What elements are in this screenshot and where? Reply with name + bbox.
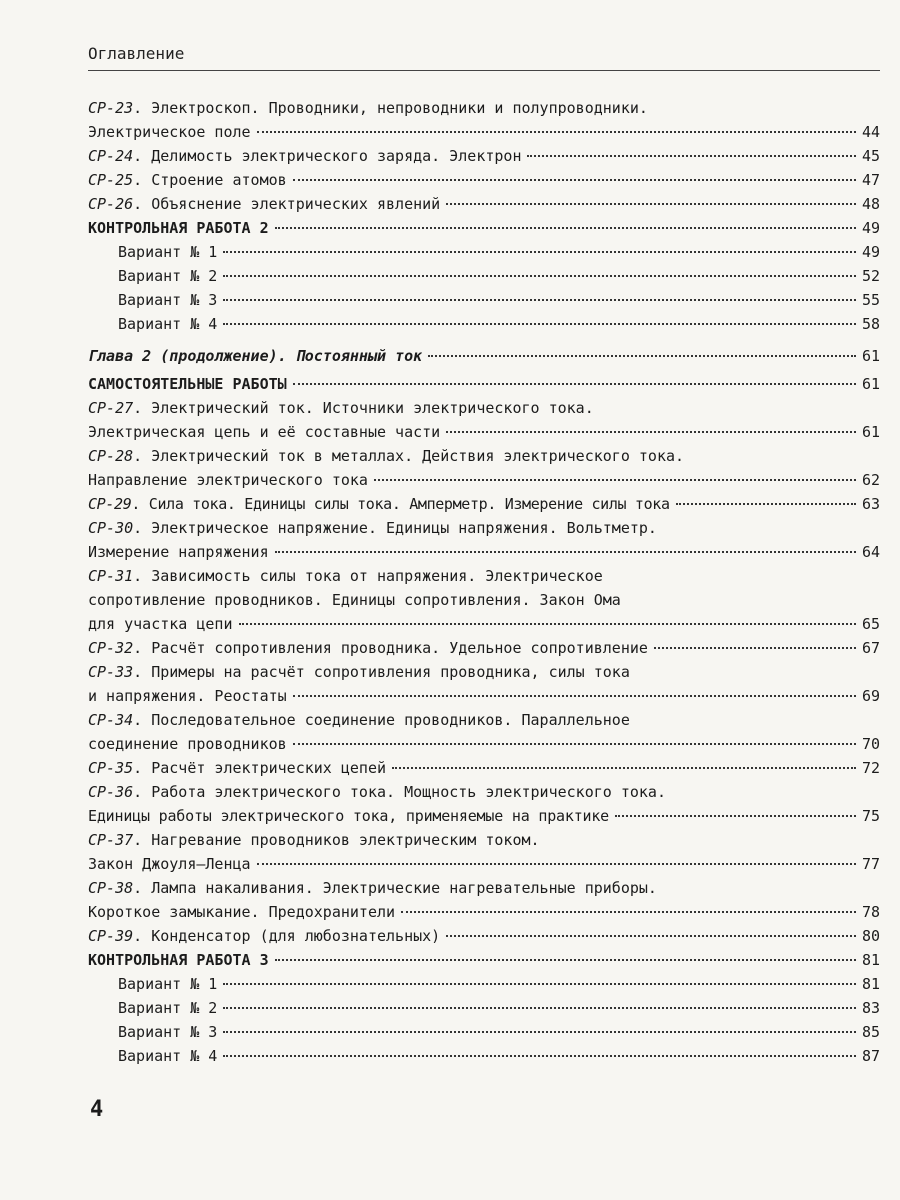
dot-leader bbox=[223, 251, 856, 253]
toc-page-number: 45 bbox=[861, 147, 880, 165]
toc-entry-sr38-cont[interactable] bbox=[88, 900, 880, 924]
dot-leader bbox=[223, 1007, 856, 1009]
toc-page-number: 70 bbox=[861, 735, 880, 753]
toc-entry-title: Объяснение электрических явлений bbox=[151, 195, 441, 213]
toc-entry-sr33-cont[interactable] bbox=[88, 684, 880, 708]
toc-entry-title: Короткое замыкание. Предохранители bbox=[88, 903, 396, 921]
page-header: Оглавление bbox=[88, 44, 185, 63]
toc-entry-title: Конденсатор (для любознательных) bbox=[151, 927, 441, 945]
toc-entry-sr30[interactable]: СР-30. Электрическое напряжение. Единицы напряжения. Вольтметр. bbox=[88, 519, 657, 537]
dot-leader bbox=[223, 323, 856, 325]
toc-entry-sr26[interactable]: СР-26. Объяснение электрических явлений 48 bbox=[88, 192, 880, 216]
toc-entry-sr34-cont[interactable] bbox=[88, 732, 880, 756]
toc-page-number: 63 bbox=[861, 495, 880, 513]
toc-page-number: 65 bbox=[861, 615, 880, 633]
toc-entry-code: СР-27 bbox=[88, 399, 134, 417]
toc-entry-title: Строение атомов bbox=[151, 171, 287, 189]
toc-entry-kr3-v2[interactable] bbox=[118, 996, 880, 1020]
dot-leader bbox=[223, 1031, 856, 1033]
toc-entry-sr31-cont[interactable] bbox=[88, 588, 880, 612]
toc-entry-code: СР-32 bbox=[88, 639, 134, 657]
toc-entry-title: Лампа накаливания. Электрические нагревательные приборы. bbox=[151, 879, 657, 897]
toc-entry-code: СР-37 bbox=[88, 831, 134, 849]
toc-entry-title: Измерение напряжения bbox=[88, 543, 269, 561]
toc-entry-title: Электрический ток. Источники электрического тока. bbox=[151, 399, 594, 417]
dot-leader bbox=[275, 551, 856, 553]
toc-page-number: 83 bbox=[861, 999, 880, 1017]
toc-entry-sr31-cont2[interactable] bbox=[88, 612, 880, 636]
toc-page-number: 61 bbox=[861, 347, 880, 365]
toc-entry-title: Расчёт сопротивления проводника. Удельное сопротивление bbox=[151, 639, 648, 657]
dot-leader bbox=[654, 647, 856, 649]
toc-entry-sr38[interactable]: СР-38. Лампа накаливания. Электрические нагревательные приборы. bbox=[88, 879, 657, 897]
toc-entry-sr36-cont[interactable] bbox=[88, 804, 880, 828]
toc-page-number: 61 bbox=[861, 423, 880, 441]
toc-entry-code: СР-24 bbox=[88, 147, 134, 165]
toc-entry-sr34[interactable]: СР-34. Последовательное соединение проводников. Параллельное bbox=[88, 711, 630, 729]
toc-page-number: 48 bbox=[861, 195, 880, 213]
toc-page-number: 81 bbox=[861, 975, 880, 993]
toc-entry-sr37[interactable]: СР-37. Нагревание проводников электрическим током. bbox=[88, 831, 540, 849]
dot-leader bbox=[401, 911, 856, 913]
toc-variant-title: Вариант № 1 bbox=[118, 243, 218, 261]
toc-entry-kr2-v4[interactable] bbox=[118, 312, 880, 336]
toc-variant-title: Вариант № 4 bbox=[118, 315, 218, 333]
dot-leader bbox=[676, 503, 856, 505]
toc-page-number: 47 bbox=[861, 171, 880, 189]
toc-entry-sr29[interactable]: СР-29. Сила тока. Единицы силы тока. Амперметр. Измерение силы тока 63 bbox=[88, 492, 880, 516]
toc-entry-kr3-v3[interactable] bbox=[118, 1020, 880, 1044]
toc-variant-title: Вариант № 4 bbox=[118, 1047, 218, 1065]
toc-entry-kr3-v1[interactable] bbox=[118, 972, 880, 996]
toc-entry-sr31[interactable]: СР-31. Зависимость силы тока от напряжения. Электрическое bbox=[88, 567, 603, 585]
dot-leader bbox=[275, 959, 856, 961]
page-number: 4 bbox=[90, 1097, 104, 1122]
toc-entry-code: СР-28 bbox=[88, 447, 134, 465]
toc-section-title: САМОСТОЯТЕЛЬНЫЕ РАБОТЫ bbox=[88, 375, 287, 393]
toc-page-number: 69 bbox=[861, 687, 880, 705]
toc-page-number: 72 bbox=[861, 759, 880, 777]
toc-entry-title: Зависимость силы тока от напряжения. Электрическое bbox=[151, 567, 603, 585]
toc-entry-code: СР-31 bbox=[88, 567, 134, 585]
header-divider bbox=[88, 70, 880, 71]
dot-leader bbox=[527, 155, 855, 157]
toc-entry-code: СР-36 bbox=[88, 783, 134, 801]
dot-leader bbox=[293, 743, 856, 745]
toc-entry-sr-section[interactable] bbox=[88, 372, 880, 396]
toc-page-number: 49 bbox=[861, 219, 880, 237]
toc-entry-sr27-cont[interactable] bbox=[88, 420, 880, 444]
toc-entry-title: Нагревание проводников электрическим током. bbox=[151, 831, 540, 849]
toc-entry-title: Электрический ток в металлах. Действия электрического тока. bbox=[151, 447, 685, 465]
toc-section-title: КОНТРОЛЬНАЯ РАБОТА 3 bbox=[88, 951, 269, 969]
toc-entry-sr39[interactable]: СР-39. Конденсатор (для любознательных) 80 bbox=[88, 924, 880, 948]
toc-entry-sr28-cont[interactable] bbox=[88, 468, 880, 492]
toc-entry-code: СР-39 bbox=[88, 927, 134, 945]
toc-page-number: 64 bbox=[861, 543, 880, 561]
toc-page-number: 67 bbox=[861, 639, 880, 657]
toc-entry-code: СР-23 bbox=[88, 99, 134, 117]
toc-entry-title: Делимость электрического заряда. Электрон bbox=[151, 147, 522, 165]
toc-variant-title: Вариант № 2 bbox=[118, 267, 218, 285]
toc-variant-title: Вариант № 3 bbox=[118, 1023, 218, 1041]
toc-entry-sr28[interactable]: СР-28. Электрический ток в металлах. Действия электрического тока. bbox=[88, 447, 685, 465]
dot-leader bbox=[428, 355, 856, 357]
toc-entry-kr2-v3[interactable] bbox=[118, 288, 880, 312]
dot-leader bbox=[293, 383, 856, 385]
toc-page-number: 49 bbox=[861, 243, 880, 261]
toc-page-number: 77 bbox=[861, 855, 880, 873]
toc-entry-title: Последовательное соединение проводников. Параллельное bbox=[151, 711, 630, 729]
toc-entry-kr2-v2[interactable] bbox=[118, 264, 880, 288]
toc-variant-title: Вариант № 3 bbox=[118, 291, 218, 309]
toc-entry-sr30-cont[interactable] bbox=[88, 540, 880, 564]
toc-entry-code: СР-30 bbox=[88, 519, 134, 537]
toc-entry-title: Закон Джоуля–Ленца bbox=[88, 855, 251, 873]
toc-chapter-title: Глава 2 (продолжение). Постоянный ток bbox=[88, 347, 423, 365]
dot-leader bbox=[223, 1055, 856, 1057]
toc-page-number: 87 bbox=[861, 1047, 880, 1065]
toc-entry-title: Электрическое поле bbox=[88, 123, 251, 141]
toc-entry-code: СР-38 bbox=[88, 879, 134, 897]
toc-entry-code: СР-29 bbox=[88, 495, 132, 513]
toc-entry-code: СР-25 bbox=[88, 171, 134, 189]
dot-leader bbox=[275, 227, 856, 229]
toc-entry-kr3[interactable] bbox=[88, 948, 880, 972]
toc-entry-title: Электроскоп. Проводники, непроводники и полупроводники. bbox=[151, 99, 648, 117]
toc-entry-sr23-cont[interactable] bbox=[88, 120, 880, 144]
toc-entry-sr27[interactable]: СР-27. Электрический ток. Источники электрического тока. bbox=[88, 399, 594, 417]
dot-leader bbox=[293, 179, 856, 181]
toc-page-number: 44 bbox=[861, 123, 880, 141]
toc-page-number: 55 bbox=[861, 291, 880, 309]
toc-entry-code: СР-26 bbox=[88, 195, 134, 213]
dot-leader bbox=[374, 479, 856, 481]
toc-entry-title: соединение проводников bbox=[88, 735, 287, 753]
toc-entry-kr2-v1[interactable] bbox=[118, 240, 880, 264]
toc-entry-kr3-v4[interactable] bbox=[118, 1044, 880, 1068]
toc-entry-sr33[interactable]: СР-33. Примеры на расчёт сопротивления проводника, силы тока bbox=[88, 663, 630, 681]
toc-page-number: 81 bbox=[861, 951, 880, 969]
toc-entry-title: сопротивление проводников. Единицы сопротивления. Закон Ома bbox=[88, 591, 621, 609]
toc-page-number: 75 bbox=[861, 807, 880, 825]
toc-entry-title: Электрическая цепь и её составные части bbox=[88, 423, 441, 441]
toc-page-number: 85 bbox=[861, 1023, 880, 1041]
dot-leader bbox=[615, 815, 856, 817]
toc-entry-sr36[interactable]: СР-36. Работа электрического тока. Мощность электрического тока. bbox=[88, 783, 666, 801]
toc-entry-sr35[interactable]: СР-35. Расчёт электрических цепей 72 bbox=[88, 756, 880, 780]
dot-leader bbox=[293, 695, 856, 697]
dot-leader bbox=[223, 299, 856, 301]
toc-entry-code: СР-34 bbox=[88, 711, 134, 729]
toc-entry-code: СР-33 bbox=[88, 663, 134, 681]
toc-entry-title: и напряжения. Реостаты bbox=[88, 687, 287, 705]
toc-entry-title: Единицы работы электрического тока, применяемые на практике bbox=[88, 807, 610, 825]
toc-entry-sr37-cont[interactable] bbox=[88, 852, 880, 876]
toc-entry-title: Направление электрического тока bbox=[88, 471, 368, 489]
toc-entry-title: для участка цепи bbox=[88, 615, 233, 633]
toc-entry-sr23[interactable]: СР-23. Электроскоп. Проводники, непроводники и полупроводники. bbox=[88, 99, 648, 117]
dot-leader bbox=[446, 431, 856, 433]
toc-page-number: 62 bbox=[861, 471, 880, 489]
toc-page-number: 78 bbox=[861, 903, 880, 921]
dot-leader bbox=[446, 203, 856, 205]
dot-leader bbox=[223, 983, 856, 985]
toc-variant-title: Вариант № 2 bbox=[118, 999, 218, 1017]
dot-leader bbox=[392, 767, 856, 769]
dot-leader bbox=[223, 275, 856, 277]
dot-leader bbox=[446, 935, 856, 937]
toc-section-title: КОНТРОЛЬНАЯ РАБОТА 2 bbox=[88, 219, 269, 237]
toc-entry-chapter-2[interactable] bbox=[88, 344, 880, 368]
dot-leader bbox=[239, 623, 856, 625]
toc-entry-sr32[interactable]: СР-32. Расчёт сопротивления проводника. Удельное сопротивление 67 bbox=[88, 636, 880, 660]
dot-leader bbox=[257, 863, 856, 865]
toc-entry-sr24[interactable]: СР-24. Делимость электрического заряда. Электрон 45 bbox=[88, 144, 880, 168]
dot-leader bbox=[257, 131, 856, 133]
toc-entry-kr2[interactable] bbox=[88, 216, 880, 240]
toc-page-number: 52 bbox=[861, 267, 880, 285]
toc-entry-title: Электрическое напряжение. Единицы напряжения. Вольтметр. bbox=[151, 519, 657, 537]
toc-page-number: 80 bbox=[861, 927, 880, 945]
toc-entry-title: Работа электрического тока. Мощность электрического тока. bbox=[151, 783, 666, 801]
toc-page-number: 58 bbox=[861, 315, 880, 333]
toc-page-number: 61 bbox=[861, 375, 880, 393]
toc-entry-code: СР-35 bbox=[88, 759, 134, 777]
toc-entry-title: Сила тока. Единицы силы тока. Амперметр. Измерение силы тока bbox=[148, 495, 670, 513]
toc-entry-title: Расчёт электрических цепей bbox=[151, 759, 387, 777]
toc-variant-title: Вариант № 1 bbox=[118, 975, 218, 993]
toc-entry-sr25[interactable]: СР-25. Строение атомов 47 bbox=[88, 168, 880, 192]
toc-entry-title: Примеры на расчёт сопротивления проводника, силы тока bbox=[151, 663, 630, 681]
